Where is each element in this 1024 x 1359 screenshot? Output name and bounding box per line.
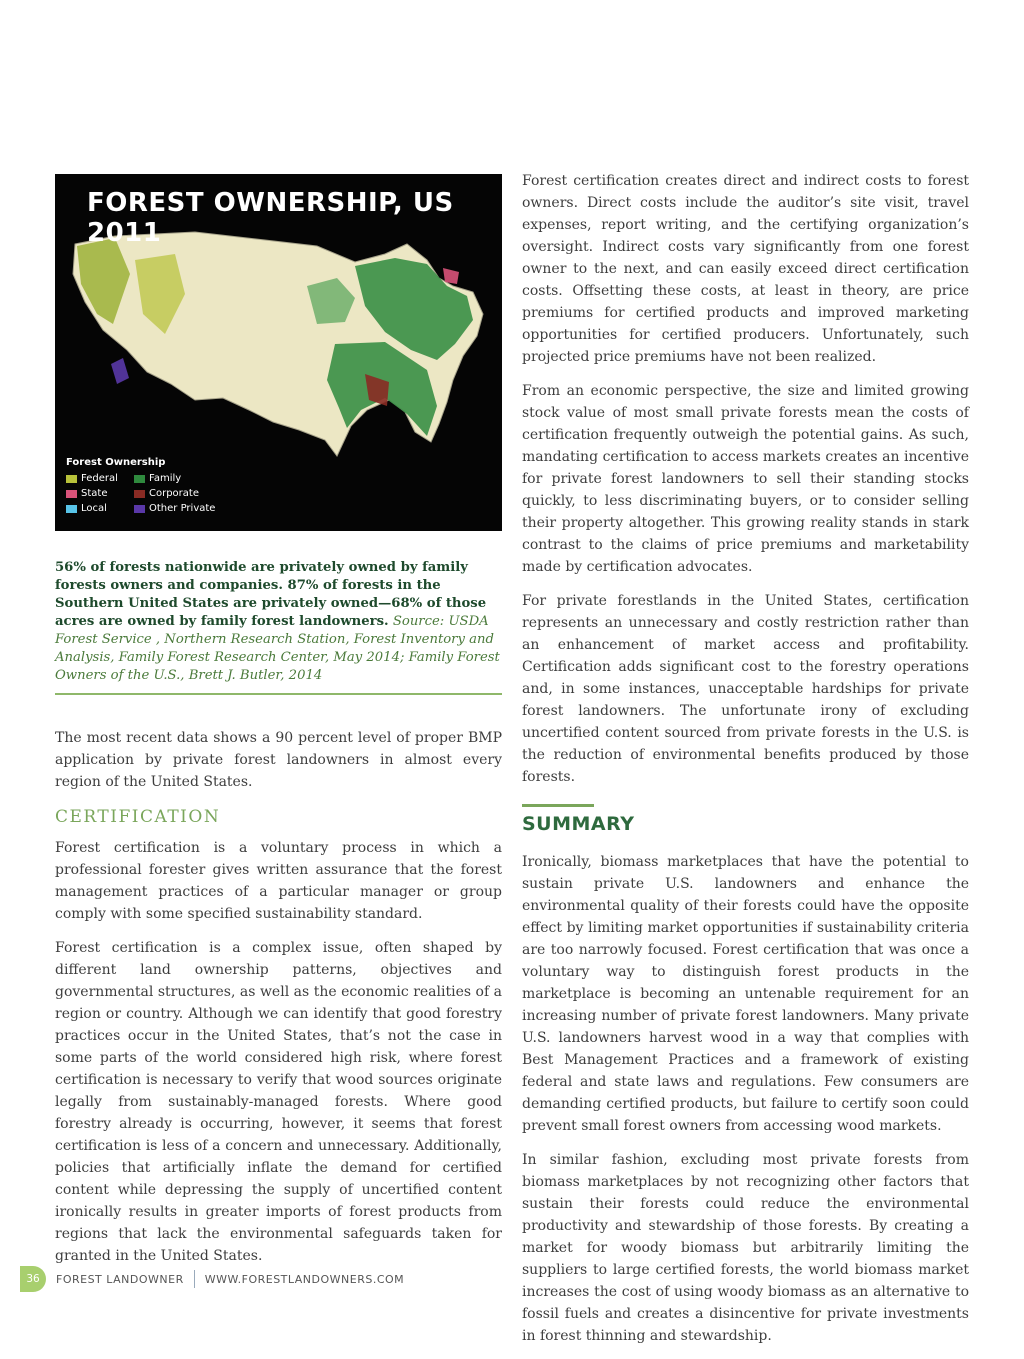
summary-rule bbox=[522, 804, 594, 807]
northeast-state-region bbox=[443, 268, 459, 284]
right-paragraph-1: Forest certification creates direct and indirect costs to forest owners. Direct costs include the auditor’s site visit, travel expenses, report writing, and the certifying organization’s oversight. Indirect costs vary significantly from one forest owner to the next, and can easily exceed direct certification costs. Offsetting these costs, at least in theory, are price premiums for certified products and improved marketing opportunities for certified producers. Unfortunately, such projected price premiums have not been realized. bbox=[522, 173, 969, 365]
figure-caption bbox=[55, 559, 502, 685]
left-column bbox=[55, 174, 502, 1279]
left-paragraph-2: Forest certification is a voluntary process in which a professional forester gives written assurance that the forest management practices of a particular manager or group comply with some specified sustainability standard. bbox=[55, 840, 502, 922]
page-number: 36 bbox=[20, 1266, 46, 1292]
legend-title: Forest Ownership bbox=[66, 457, 166, 468]
page-footer bbox=[20, 1266, 404, 1292]
certification-heading: CERTIFICATION bbox=[55, 807, 221, 827]
legend-swatch bbox=[134, 505, 145, 513]
right-paragraph-3: For private forestlands in the United States, certification represents an unnecessary and costly restriction rather than an enhancement of market access and profitability. Certification adds significant cost to the forestry operations and, in some instances, unacceptable hardships for private forest landowners. The unfortunate irony of excluding uncertified content sourced from private forests in the U.S. is the reduction of environmental benefits produced by those forests. bbox=[522, 593, 969, 785]
caption-divider bbox=[55, 693, 502, 695]
legend-swatch bbox=[66, 475, 77, 483]
legend-item-state: State bbox=[66, 488, 134, 499]
website-link[interactable]: WWW.FORESTLANDOWNERS.COM bbox=[204, 1272, 405, 1286]
footer-separator bbox=[194, 1270, 195, 1288]
summary-heading: SUMMARY bbox=[522, 813, 635, 835]
legend-swatch bbox=[134, 475, 145, 483]
magazine-name: FOREST LANDOWNER bbox=[56, 1272, 184, 1286]
forest-ownership-map bbox=[55, 174, 502, 531]
caption-bold-text: 56% of forests nationwide are privately owned by family forests owners and companies. 87% of forests in the Southern United States are privately owned—68% of those acres are owned by family forest landowners. bbox=[55, 560, 487, 629]
southwest-other-private bbox=[111, 358, 129, 384]
right-column bbox=[522, 170, 969, 1359]
right-paragraph-5: In similar fashion, excluding most private forests from biomass marketplaces by not recognizing other factors that sustain their forests could reduce the environmental productivity and stewardship of those forests. By creating a market for woody biomass but arbitrarily limiting the suppliers to large certified forests, the world biomass market increases the cost of using woody biomass as an alternative to fossil fuels and creates a disincentive for private investments in forest thinning and stewardship. bbox=[522, 1152, 969, 1344]
right-paragraph-2: From an economic perspective, the size and limited growing stock value of most small private forests mean the costs of certification frequently outweigh the potential gains. As such, mandating certification to access markets creates an incentive for private forest landowners to sell their standing stocks quickly, to less discriminating buyers, or to consider selling their property altogether. This growing reality stands in stark contrast to the claims of price premiums and marketability made by certification advocates. bbox=[522, 383, 969, 575]
legend-item-other-private: Other Private bbox=[134, 503, 224, 514]
legend-item-corporate: Corporate bbox=[134, 488, 224, 499]
caption-source: Source: USDA Forest Service , Northern Research Station, Forest Inventory and Analysis, Family Forest Research Center, May 2014; Family Forest Owners of the U.S., Brett J. Butler, 2014 bbox=[55, 614, 500, 683]
map-legend bbox=[66, 457, 224, 514]
legend-item-local: Local bbox=[66, 503, 134, 514]
legend-item-federal: Federal bbox=[66, 473, 134, 484]
left-paragraph-3: Forest certification is a complex issue, often shaped by different land ownership patterns, objectives and governmental structures, as well as the economic realities of a region or country. Although we can identify that good forestry practices occur in the United States, that’s not the case in some parts of the world considered high risk, where forest certification is necessary to verify that wood sources originate legally from sustainably-managed forests. Where good forestry already is occurring, however, it seems that forest certification is less of a concern and unnecessary. Additionally, policies that artificially inflate the demand for certified content while depressing the supply of uncertified content ironically results in greater imports of forest products from regions that lack the environmental safeguards taken for granted in the United States. bbox=[55, 940, 502, 1264]
left-paragraph-1: The most recent data shows a 90 percent level of proper BMP application by private forest landowners in almost every region of the United States. bbox=[55, 730, 502, 790]
legend-item-family: Family bbox=[134, 473, 224, 484]
right-paragraph-4: Ironically, biomass marketplaces that have the potential to sustain private U.S. landowners and enhance the environmental quality of their forests could have the opposite effect by limiting market opportunities if sustainability criteria are too narrowly focused. Forest certification that was once a voluntary way to distinguish forest products in the marketplace is becoming an untenable requirement for an increasing number of private forest landowners. Many private U.S. landowners harvest wood in a way that complies with Best Management Practices and a framework of existing federal and state laws and regulations. Few consumers are demanding certified products, but failure to certify soon could prevent small forest owners from accessing wood markets. bbox=[522, 854, 969, 1134]
legend-swatch bbox=[134, 490, 145, 498]
map-title: FOREST OWNERSHIP, US 2011 bbox=[87, 188, 454, 248]
legend-swatch bbox=[66, 490, 77, 498]
legend-swatch bbox=[66, 505, 77, 513]
